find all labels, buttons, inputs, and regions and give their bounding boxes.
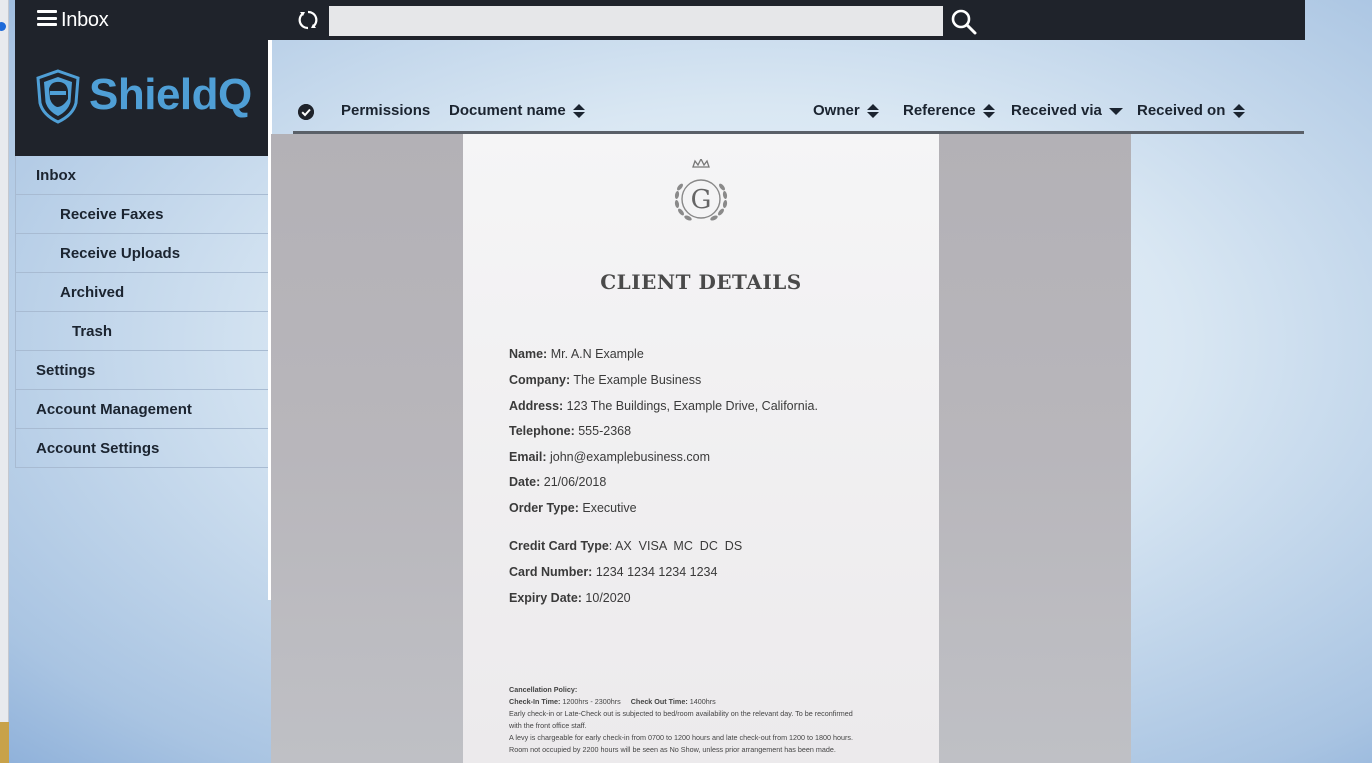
sort-icon [573, 104, 585, 118]
refresh-icon[interactable] [297, 9, 319, 31]
crest-letter: G [690, 185, 712, 215]
field-email [509, 450, 710, 464]
document-list-header [293, 96, 1304, 134]
field-expiry-date [509, 591, 631, 605]
logo-area [15, 40, 268, 156]
sidebar-item-account-settings[interactable]: Account Settings [15, 429, 268, 468]
column-label: Received via [1011, 102, 1102, 119]
field-name [509, 347, 644, 361]
sort-icon [1233, 104, 1245, 118]
field-value: john@examplebusiness.com [546, 450, 710, 464]
document-page [463, 134, 939, 763]
field-date [509, 475, 606, 489]
sidebar-item-archived[interactable]: Archived [15, 273, 268, 312]
field-value: 555-2368 [574, 424, 632, 438]
sort-icon [867, 104, 879, 118]
column-label: Permissions [341, 102, 431, 119]
sidebar-item-settings[interactable]: Settings [15, 351, 268, 390]
column-owner[interactable] [813, 102, 879, 119]
field-value: Mr. A.N Example [547, 347, 644, 361]
sidebar-item-inbox[interactable]: Inbox [15, 156, 268, 195]
brand-name: ShieldQ [89, 70, 252, 119]
field-label: Address: [509, 399, 564, 413]
sidebar-nav [15, 156, 268, 468]
cancellation-policy [509, 684, 909, 756]
field-label: Telephone: [509, 424, 575, 438]
status-dot [0, 22, 6, 31]
checkin-label: Check-In Time: [509, 697, 561, 706]
field-value: 1234 1234 1234 1234 [592, 565, 718, 579]
column-label: Owner [813, 102, 860, 119]
field-value: Executive [578, 501, 637, 515]
field-value: The Example Business [570, 373, 702, 387]
topbar-title: Inbox [61, 9, 109, 31]
column-label: Document name [449, 102, 566, 119]
field-credit-card-type [509, 539, 742, 553]
policy-line: Early check-in or Late-Check out is subjected to bed/room availability on the relevant day. To be reconfirmed [509, 709, 853, 718]
field-card-number [509, 565, 717, 579]
sidebar-item-receive-uploads[interactable]: Receive Uploads [15, 234, 268, 273]
edge-tab [0, 722, 9, 763]
sidebar-item-receive-faxes[interactable]: Receive Faxes [15, 195, 268, 234]
sidebar-item-account-management[interactable]: Account Management [15, 390, 268, 429]
field-address [509, 399, 818, 413]
field-label: Credit Card Type [509, 539, 609, 553]
policy-line: A levy is chargeable for early check-in from 0700 to 1200 hours and late check-out from 1200 to 1800 hours. [509, 733, 853, 742]
field-telephone [509, 424, 631, 438]
sort-desc-icon [1109, 106, 1123, 116]
policy-line: Room not occupied by 2200 hours will be seen as No Show, unless prior arrangement has been made. [509, 745, 836, 754]
search-input[interactable] [329, 6, 943, 36]
shield-logo-icon [35, 69, 81, 124]
document-viewer[interactable] [271, 134, 1131, 763]
top-bar [15, 0, 1305, 40]
column-received-on[interactable] [1137, 102, 1245, 119]
sidebar-item-trash[interactable]: Trash [15, 312, 268, 351]
field-label: Email: [509, 450, 547, 464]
field-label: Name: [509, 347, 548, 361]
column-document-name[interactable] [449, 102, 585, 119]
crest-logo-icon [663, 159, 739, 229]
field-value: 123 The Buildings, Example Drive, California. [563, 399, 818, 413]
select-all-check-icon[interactable] [298, 104, 314, 120]
window-left-edge [0, 0, 9, 763]
checkout-value: 1400hrs [687, 697, 716, 706]
column-permissions[interactable] [341, 102, 430, 119]
checkout-label: Check Out Time: [630, 697, 688, 706]
field-order-type [509, 501, 637, 515]
sort-icon [983, 104, 995, 118]
field-label: Company: [509, 373, 571, 387]
column-label: Reference [903, 102, 976, 119]
column-received-via[interactable] [1011, 102, 1123, 119]
policy-heading: Cancellation Policy: [509, 685, 578, 694]
checkin-value: 1200hrs - 2300hrs [560, 697, 621, 706]
column-label: Received on [1137, 102, 1226, 119]
policy-line: with the front office staff. [509, 721, 587, 730]
field-label: Expiry Date: [509, 591, 582, 605]
field-value: 10/2020 [581, 591, 631, 605]
search-icon[interactable] [950, 8, 978, 36]
field-label: Order Type: [509, 501, 579, 515]
column-reference[interactable] [903, 102, 995, 119]
hamburger-menu-icon[interactable] [37, 10, 57, 28]
field-label: Date: [509, 475, 541, 489]
field-company [509, 373, 701, 387]
field-value: 21/06/2018 [540, 475, 607, 489]
document-title: CLIENT DETAILS [600, 270, 802, 294]
field-label: Card Number: [509, 565, 593, 579]
field-value: : AX VISA MC DC DS [608, 539, 743, 553]
